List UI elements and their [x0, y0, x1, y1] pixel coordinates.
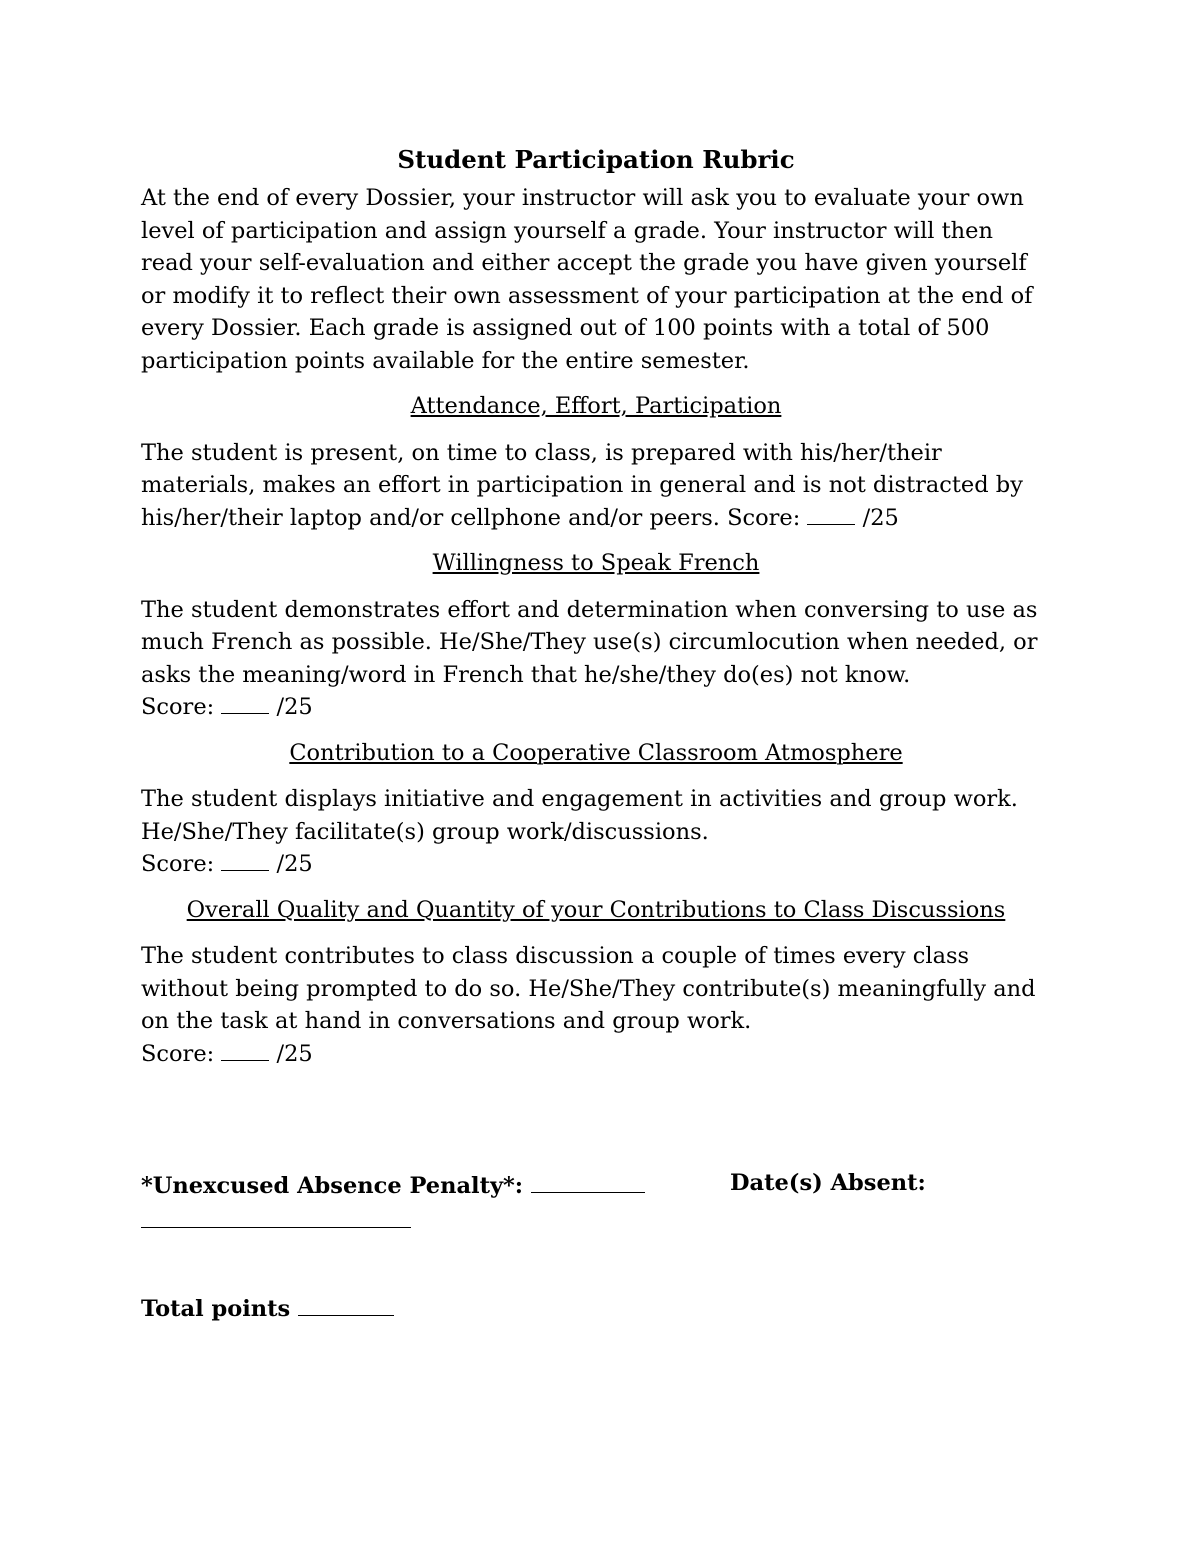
dates-absent-label: Date(s) Absent: — [730, 1170, 926, 1196]
score-suffix: /25 — [269, 1040, 313, 1067]
score-blank[interactable] — [221, 1038, 269, 1061]
document-page — [141, 140, 1051, 1070]
dates-absent-blank[interactable] — [141, 1207, 411, 1228]
section-body-cooperative: The student displays initiative and engagement in activities and group work. He/She/They facilitate(s) group work/discussions. — [141, 786, 1018, 845]
section-heading-cooperative: Contribution to a Cooperative Classroom Atmosphere — [289, 739, 903, 766]
dates-absent-blank-line — [141, 1207, 411, 1234]
score-label: Score: — [141, 851, 222, 877]
section-heading-quality: Overall Quality and Quantity of your Contributions to Class Discussions — [186, 896, 1006, 923]
score-label: Score: — [141, 694, 222, 720]
score-line-french — [141, 691, 1051, 724]
intro-paragraph: At the end of every Dossier, your instructor will ask you to evaluate your own level of participation and assign yourself a grade. Your instructor will then read your self-evaluation and either accept the grade you have given yourself or modify it to reflect their own assessment of your participation at the end of every Dossier. Each grade is assigned out of 100 points with a total of 500 participation points available for the entire semester. — [141, 185, 1033, 374]
score-blank[interactable] — [221, 848, 269, 871]
section-body-attendance — [141, 437, 1051, 535]
penalty-blank[interactable] — [531, 1170, 645, 1193]
total-points-blank[interactable] — [298, 1293, 394, 1316]
section-text: The student is present, on time to class, is prepared with his/her/their materials, makes an effort in participation in general and is not distracted by his/her/their laptop and/or cellphone and/or peers. Score: — [141, 439, 1023, 531]
total-points-line — [141, 1293, 394, 1322]
score-suffix: /25 — [269, 851, 313, 877]
score-suffix: /25 — [855, 504, 899, 531]
score-blank[interactable] — [221, 691, 269, 714]
total-points-label: Total points — [141, 1296, 299, 1322]
score-suffix: /25 — [269, 694, 313, 720]
score-line-cooperative — [141, 848, 1051, 881]
penalty-label: *Unexcused Absence Penalty*: — [141, 1173, 531, 1199]
document-title: Student Participation Rubric — [397, 145, 795, 174]
section-body-quality: The student contributes to class discussion a couple of times every class without being prompted to do so. He/She/They contribute(s) meaningfully and on the task at hand in conversations and group work. — [141, 943, 1036, 1034]
section-heading-attendance: Attendance, Effort, Participation — [410, 393, 782, 419]
score-label: Score: — [141, 1040, 222, 1067]
score-blank[interactable] — [807, 502, 855, 525]
penalty-line — [141, 1170, 1051, 1199]
score-line-quality — [141, 1038, 1051, 1071]
section-heading-french: Willingness to Speak French — [432, 550, 760, 576]
section-body-french: The student demonstrates effort and determination when conversing to use as much French as possible. He/She/They use(s) circumlocution when needed, or asks the meaning/word in French that he/she/they do(es) not know. — [141, 596, 1038, 688]
